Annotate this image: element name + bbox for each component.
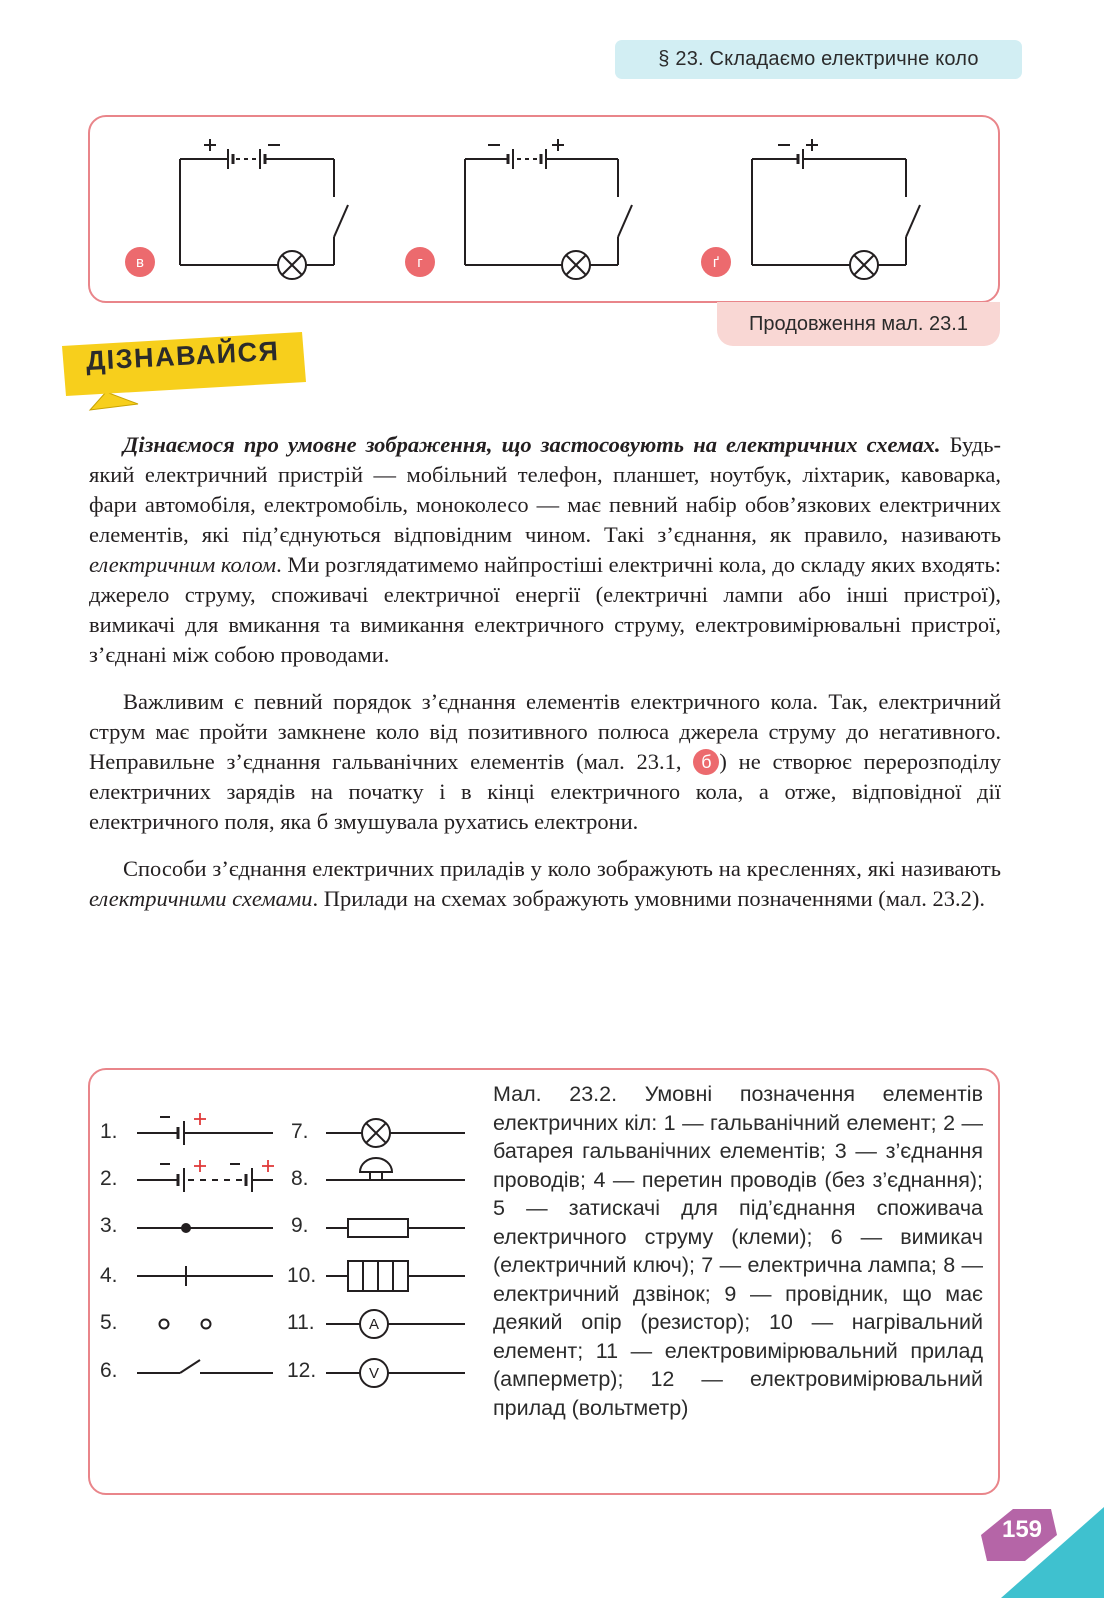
section-header: § 23. Складаємо електричне коло	[615, 40, 1022, 79]
symbol-resistor	[326, 1219, 465, 1237]
symbol-battery	[137, 1164, 273, 1192]
symbol-lamp	[326, 1119, 465, 1147]
body-text	[89, 430, 1001, 931]
symbol-heating-element	[326, 1261, 465, 1291]
symbol-wire-junction	[137, 1224, 273, 1232]
banner-label: ДІЗНАВАЙСЯ	[85, 335, 281, 376]
symbol-bell	[326, 1158, 465, 1180]
page-number: 159	[1001, 1516, 1043, 1543]
figure-23-1-continuation	[88, 115, 1000, 303]
symbol-terminals	[160, 1320, 211, 1329]
circuit-gg	[752, 139, 920, 279]
label-gg: ґ	[712, 254, 720, 271]
figure-caption-23-1: Продовження мал. 23.1	[717, 302, 1000, 346]
symbol-voltmeter	[326, 1359, 465, 1387]
paragraph-1-text-a: Будь-який електричний пристрій — мобільний телефон, планшет, ноутбук, ліхтарик, кавоварка, фари автомобіля, електромобіль, моноколесо — має певний набір обов’язкових електричних елементів, які під’єднуються відповідним чином. Такі з’єднання, як правило, називають	[89, 432, 1001, 547]
label-g: г	[417, 254, 423, 271]
figure-ref-badge: б	[693, 749, 719, 775]
symbol-wire-crossing	[137, 1266, 273, 1286]
term-electric-circuit: електричним колом	[89, 552, 277, 577]
symbol-number-10: 10.	[287, 1264, 317, 1287]
figure-23-2	[88, 1068, 1000, 1495]
circuit-diagrams	[90, 117, 1002, 305]
paragraph-1-text-b: . Ми розглядатимемо найпростіші електричні кола, до складу яких входять: джерело струму, споживачі електричної енергії (електричні лампи або інші пристрої), вимикачі для вмикання та вимикання електричного струму, електровимірювальні пристрої, з’єднані між собою проводами.	[89, 552, 1001, 667]
paragraph-3	[89, 854, 1001, 914]
paragraph-1-lead: Дізнаємося про умовне зображення, що застосовують на електричних схемах.	[123, 432, 941, 457]
symbol-galvanic-cell	[137, 1117, 273, 1145]
symbol-number-5: 5.	[100, 1311, 118, 1334]
paragraph-3-text-b: . Прилади на схемах зображують умовними позначеннями (мал. 23.2).	[312, 886, 985, 911]
symbol-number-11: 11.	[287, 1311, 315, 1334]
symbol-number-8: 8.	[291, 1167, 309, 1190]
ammeter-letter: A	[368, 1316, 380, 1333]
symbol-number-3: 3.	[100, 1214, 118, 1237]
symbol-number-4: 4.	[100, 1264, 118, 1287]
term-electric-schemes: електричними схемами	[89, 886, 313, 911]
paragraph-1	[89, 430, 1001, 670]
symbol-number-1: 1.	[100, 1120, 118, 1143]
paragraph-3-text-a: Способи з’єднання електричних приладів у коло зображують на кресленнях, які називають	[123, 856, 1001, 881]
symbol-number-2: 2.	[100, 1167, 118, 1190]
circuit-symbols	[90, 1070, 490, 1400]
symbol-number-12: 12.	[287, 1359, 317, 1382]
circuit-g	[465, 139, 632, 279]
paragraph-2	[89, 687, 1001, 837]
symbol-number-6: 6.	[100, 1359, 118, 1382]
paragraph-2-text-b: ) не створює перерозподілу електричних зарядів на початку і в кінці електричного кола, а отже, відповідної дії електричного поля, яка б змушувала рухатись електрони.	[89, 749, 1001, 834]
symbol-ammeter	[326, 1310, 465, 1338]
paragraph-2-text-a: Важливим є певний порядок з’єднання елементів електричного кола. Так, електричний струм має пройти замкнене коло від позитивного полюса джерела струму до негативного. Неправильне з’єднання гальванічних елементів (мал. 23.1,	[89, 689, 1001, 774]
symbol-switch	[137, 1360, 273, 1373]
voltmeter-letter: V	[368, 1365, 380, 1382]
circuit-v	[180, 139, 348, 279]
symbol-number-9: 9.	[291, 1214, 309, 1237]
figure-caption-23-2: Мал. 23.2. Умовні позначення елементів електричних кіл: 1 — гальванічний елемент; 2 — батарея гальванічних елементів; 3 — з’єднання проводів; 4 — перетин проводів (без з’єднання); 5 — затискачі для під’єднання споживача електричного струму (клеми); 6 — вимикач (електричний ключ); 7 — електрична лампа; 8 — електричний дзвінок; 9 — провідник, що має деякий опір (резистор); 10 — нагрівальний елемент; 11 — електровимірювальний прилад (амперметр); 12 — електровимірювальний прилад (вольтметр)	[493, 1082, 983, 1420]
symbol-number-7: 7.	[291, 1120, 309, 1143]
label-v: в	[136, 254, 144, 271]
